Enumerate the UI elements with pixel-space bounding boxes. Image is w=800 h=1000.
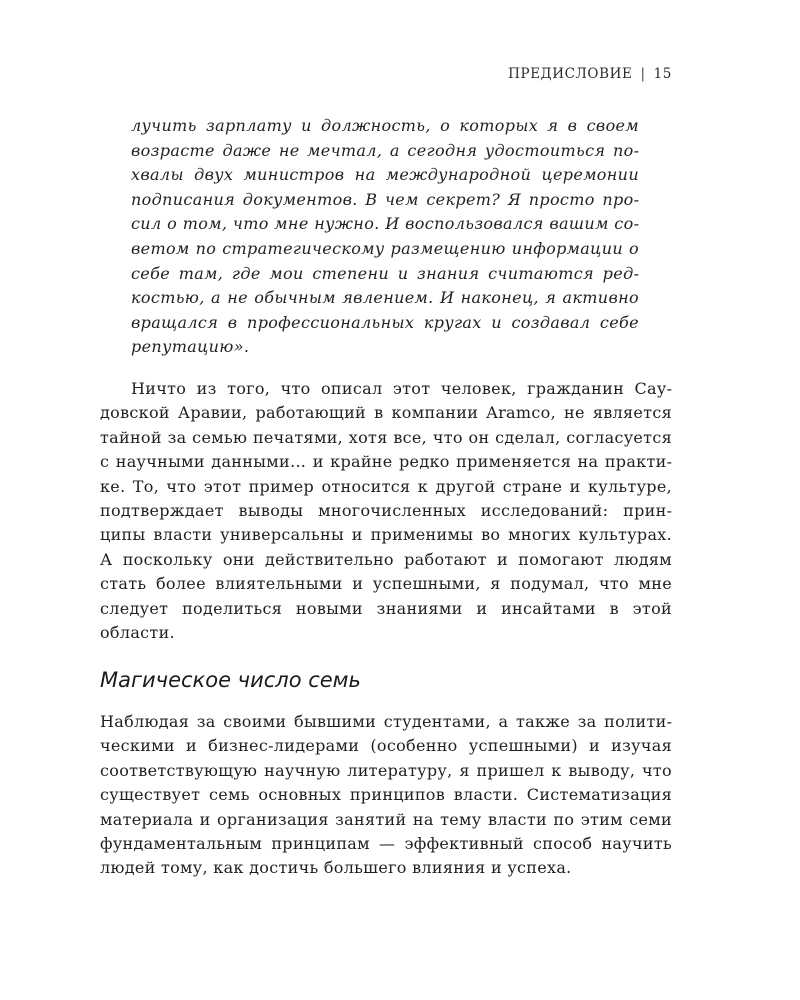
body-paragraph-2: Наблюдая за своими бывшими студентами, а также за политическими и бизнес-лидерами (особенно успешными) и изучая соответствующую научную литературу, я пришел к выводу, что существует семь основных принципов власти. Систематизация материала и организация занятий на тему власти по этим семи фундаментальным принципам — эффективный способ научить людей тому, как достичь большего влияния и успеха. [100,712,672,878]
page-number: 15 [653,66,672,82]
body-paragraph-1: Ничто из того, что описал этот человек, гражданин Саудовской Аравии, работающий в компании Aramco, не является тайной за семью печатями, хотя все, что он сделал, согласуется с научными данными… и крайне редко применяется на практике. То, что этот пример относится к другой стране и культуре, подтверждает выводы многочисленных исследований: принципы власти универсальны и применимы во многих культурах. А поскольку они действительно работают и помогают людям стать более влиятельными и успешными, я подумал, что мне следует поделиться новыми знаниями и инсайтами в этой области. [100,379,672,643]
running-header [508,66,672,82]
section-heading: Магическое число семь [100,668,361,692]
header-separator: | [640,66,646,82]
header-section-title: ПРЕДИСЛОВИЕ [508,66,633,82]
quote-block: лучить зарплату и должность, о которых я в своем возрасте даже не мечтал, а сегодня удостоиться похвалы двух министров на международной церемонии подписания документов. В чем секрет? Я просто просил о том, что мне нужно. И воспользовался вашим советом по стратегическому размещению информации о себе там, где мои степени и знания считаются редкостью, а не обычным явлением. И наконец, я активно вращался в профессиональных кругах и создавал себе репутацию». [131,116,639,357]
